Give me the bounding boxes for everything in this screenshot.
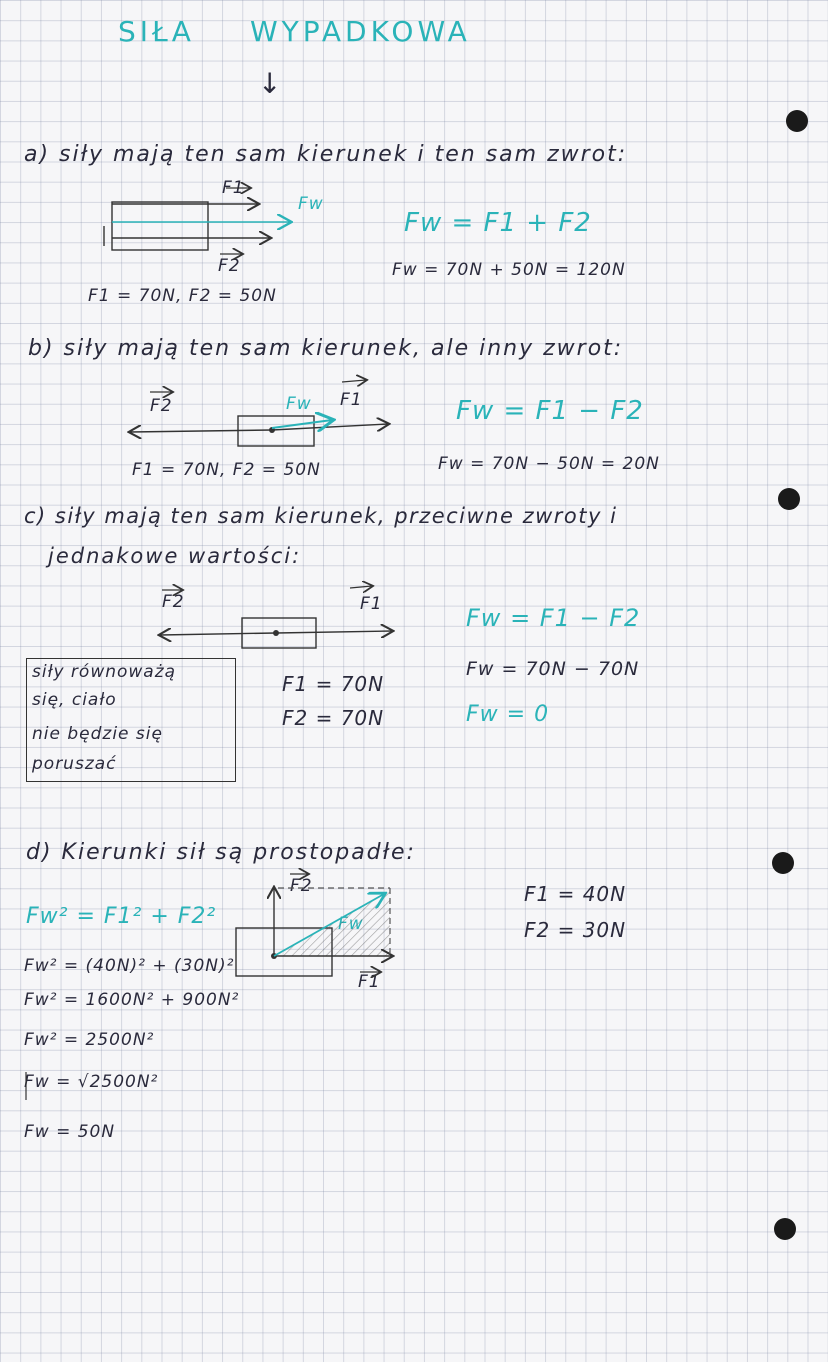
section-a-label-f2: F2 xyxy=(218,256,241,276)
section-a-formula: Fw = F1 + F2 xyxy=(404,208,592,238)
note-line: się, ciało xyxy=(32,690,117,710)
section-d-step: Fw² = F1² + F2² xyxy=(26,904,217,929)
diagram-d xyxy=(26,874,392,1100)
section-d-heading: d) Kierunki sił są prostopadłe: xyxy=(26,840,416,865)
diagram-c xyxy=(160,586,392,648)
section-c-value-f1: F1 = 70N xyxy=(282,672,385,696)
section-b-label-f2: F2 xyxy=(150,396,173,416)
section-b-values: F1 = 70N, F2 = 50N xyxy=(132,460,321,480)
section-b-label-fw: Fw xyxy=(286,394,312,414)
section-d-label-f1: F1 xyxy=(358,972,381,992)
section-c-label-f1: F1 xyxy=(360,594,383,614)
section-c-heading-line-2: jednakowe wartości: xyxy=(48,544,302,568)
section-a-label-f1: F1 xyxy=(222,178,245,198)
section-c-heading-line-1: c) siły mają ten sam kierunek, przeciwne zwroty i xyxy=(24,504,618,528)
title-part-1: SIŁA xyxy=(118,15,195,48)
section-c-value-f2: F2 = 70N xyxy=(282,706,385,730)
section-d-step: Fw² = 2500N² xyxy=(24,1030,155,1050)
section-a-calc: Fw = 70N + 50N = 120N xyxy=(392,260,626,280)
section-b-calc: Fw = 70N − 50N = 20N xyxy=(438,454,660,474)
section-a-label-fw: Fw xyxy=(298,194,324,214)
section-d-step: Fw² = (40N)² + (30N)² xyxy=(24,956,235,976)
section-c-formula: Fw = F1 − F2 xyxy=(466,604,641,632)
section-c-calc: Fw = 70N − 70N xyxy=(466,658,640,680)
section-b-formula: Fw = F1 − F2 xyxy=(456,396,644,426)
section-c-result: Fw = 0 xyxy=(466,702,550,727)
section-a-values: F1 = 70N, F2 = 50N xyxy=(88,286,277,306)
section-d-label-f2: F2 xyxy=(290,876,313,896)
note-line: poruszać xyxy=(32,754,117,774)
note-line: siły równoważą xyxy=(32,662,177,682)
section-d-value-f1: F1 = 40N xyxy=(524,882,627,906)
title-arrow: ↓ xyxy=(258,67,283,100)
section-b-label-f1: F1 xyxy=(340,390,363,410)
title-part-2: WYPADKOWA xyxy=(250,15,471,48)
section-d-step: Fw = 50N xyxy=(24,1122,116,1142)
section-b-heading: b) siły mają ten sam kierunek, ale inny zwrot: xyxy=(28,336,624,361)
section-c-label-f2: F2 xyxy=(162,592,185,612)
section-a-heading: a) siły mają ten sam kierunek i ten sam zwrot: xyxy=(24,142,628,167)
section-d-step: Fw = √2500N² xyxy=(24,1072,159,1092)
section-d-step: Fw² = 1600N² + 900N² xyxy=(24,990,240,1010)
note-line: nie będzie się xyxy=(32,724,163,744)
diagram-b xyxy=(130,380,388,446)
section-d-value-f2: F2 = 30N xyxy=(524,918,627,942)
diagram-a xyxy=(104,188,290,254)
